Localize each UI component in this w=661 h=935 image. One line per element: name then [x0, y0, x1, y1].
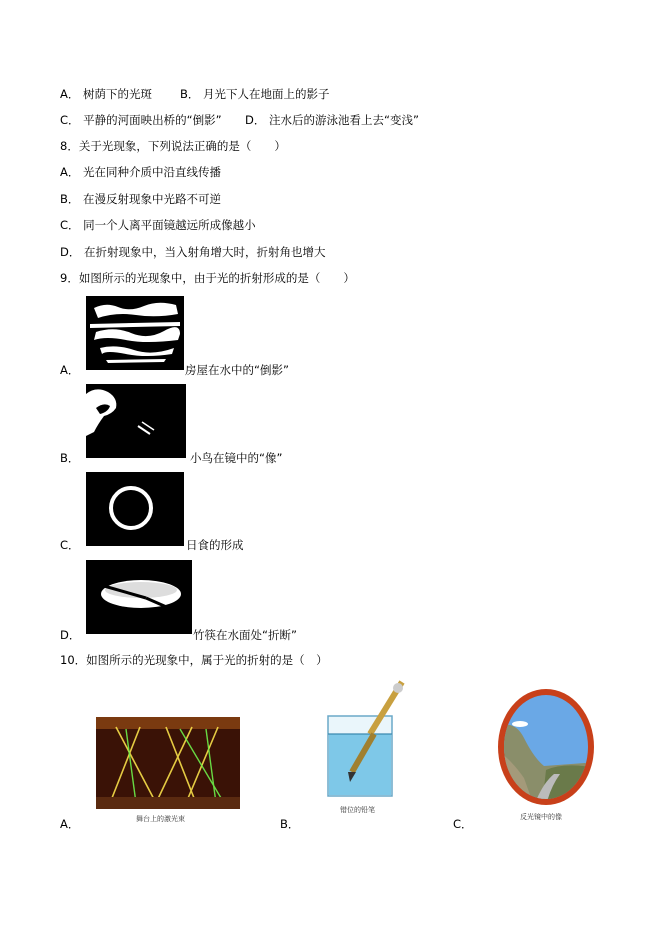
q10-caption-b: 错位的铅笔 — [340, 806, 375, 814]
q7-option-b: B． 月光下人在地面上的影子 — [180, 87, 330, 101]
solar-eclipse-image — [86, 472, 184, 546]
q9-option-c-letter: C． — [60, 538, 80, 552]
q7-option-c: C． 平静的河面映出桥的“倒影” — [60, 113, 222, 127]
q8-option-d: D． 在折射现象中，当入射角增大时，折射角也增大 — [60, 245, 326, 259]
q7-option-a: A． 树荫下的光斑 — [60, 87, 153, 101]
convex-mirror-image — [494, 688, 598, 806]
q9-caption-a: 房屋在水中的“倒影” — [185, 363, 289, 377]
q9-caption-c: 日食的形成 — [186, 538, 244, 552]
q8-stem: 8．关于光现象，下列说法正确的是（ ） — [60, 139, 286, 153]
q10-caption-a: 舞台上的激光束 — [136, 815, 185, 823]
house-reflection-image — [86, 296, 184, 370]
q8-option-b: B． 在漫反射现象中光路不可逆 — [60, 192, 222, 206]
q8-option-c: C． 同一个人离平面镜越远所成像越小 — [60, 218, 256, 232]
q10-stem: 10．如图所示的光现象中，属于光的折射的是（ ） — [60, 653, 328, 667]
q9-stem: 9．如图所示的光现象中，由于光的折射形成的是（ ） — [60, 271, 355, 285]
stage-laser-image — [96, 717, 240, 809]
q10-option-c-letter: C． — [453, 817, 473, 831]
bird-mirror-image — [86, 384, 186, 458]
q9-caption-d: 竹筷在水面处“折断” — [193, 628, 297, 642]
q7-option-d: D． 注水后的游泳池看上去“变浅” — [245, 113, 419, 127]
chopstick-water-image — [86, 560, 192, 634]
q9-option-d-letter: D． — [60, 628, 81, 642]
q9-caption-b: 小鸟在镜中的“像” — [190, 451, 283, 465]
q9-option-b-letter: B． — [60, 451, 80, 465]
q9-option-a-letter: A． — [60, 363, 80, 377]
q10-option-a-letter: A． — [60, 817, 80, 831]
q10-option-b-letter: B． — [280, 817, 300, 831]
q8-option-a: A． 光在同种介质中沿直线传播 — [60, 165, 222, 179]
q10-caption-c: 反光镜中的像 — [520, 813, 562, 821]
pencil-in-water-image — [314, 676, 410, 802]
